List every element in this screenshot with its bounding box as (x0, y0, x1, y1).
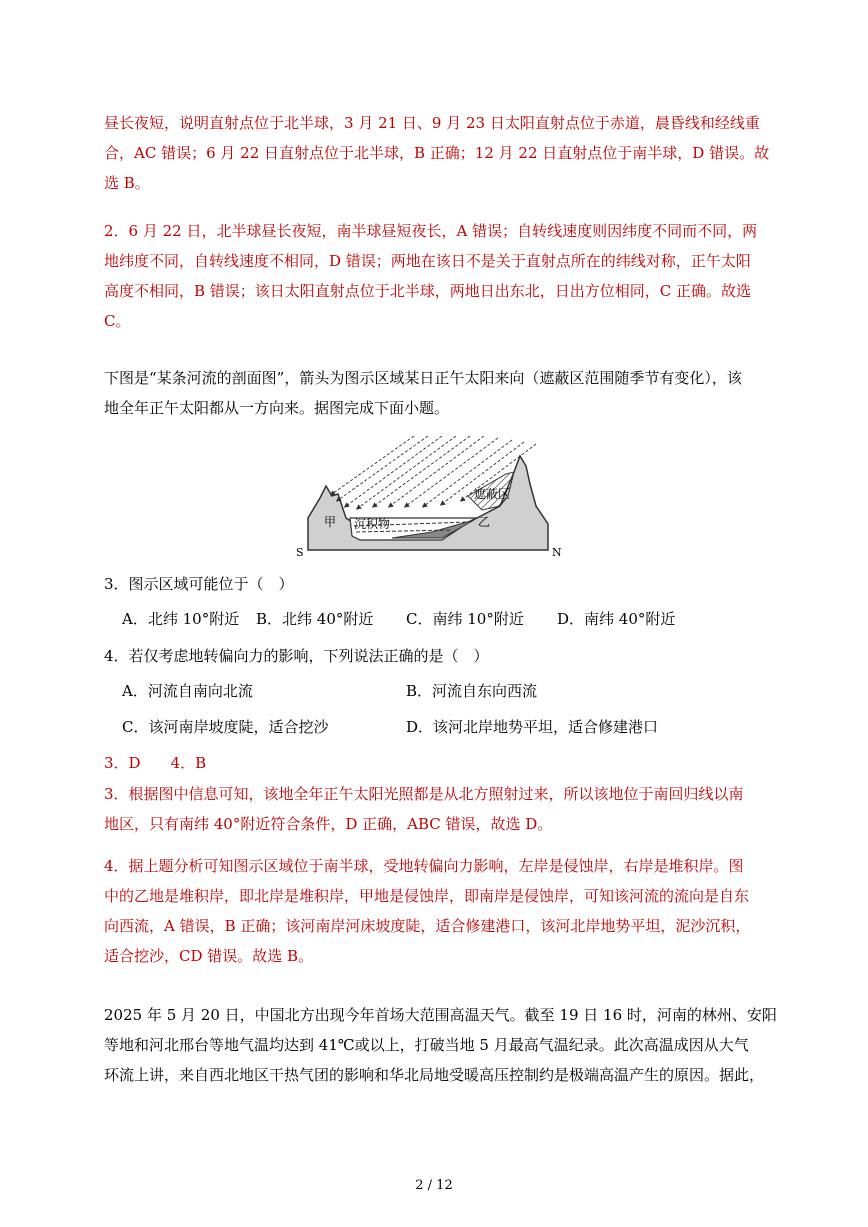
answer-3-explanation (104, 779, 774, 839)
text-line: 2．6 月 22 日，北半球昼长夜短，南半球昼短夜长，A 错误；自转线速度则因纬度不同而不同，两 (104, 222, 758, 240)
passage-text (104, 1000, 777, 1090)
text-line: 适合挖沙，CD 错误。故选 B。 (104, 947, 314, 965)
text-line: 地区，只有南纬 40°附近符合条件，D 正确，ABC 错误，故选 D。 (104, 815, 553, 833)
q4-option-b[interactable]: B．河流自东向西流 (406, 682, 538, 700)
q4-option-c[interactable]: C．该河南岸坡度陡，适合挖沙 (122, 718, 329, 736)
text-line: C。 (104, 312, 131, 330)
answer-4-explanation (104, 851, 774, 971)
text-line: 中的乙地是堆积岸，即北岸是堆积岸，甲地是侵蚀岸，即南岸是侵蚀岸，可知该河流的流向是自东 (104, 887, 750, 905)
q4-option-d[interactable]: D．该河北岸地势平坦，适合修建港口 (406, 718, 659, 736)
q3-option-b[interactable]: B．北纬 40°附近 (256, 610, 374, 628)
label-n: N (552, 546, 562, 559)
page-number: 2 / 12 (415, 1178, 453, 1193)
question-intro (104, 363, 774, 423)
label-s: S (296, 546, 304, 559)
text-line: 高度不相同，B 错误；该日太阳直射点位于北半球，两地日出东北，日出方位相同，C 正确。故选 (104, 282, 752, 300)
label-jia: 甲 (324, 515, 337, 529)
question-3-stem: 3．图示区域可能位于（ ） (104, 575, 294, 593)
q3-option-a[interactable]: A．北纬 10°附近 (122, 610, 240, 628)
text-line: 选 B。 (104, 174, 150, 192)
text-line: 合，AC 错误；6 月 22 日直射点位于北半球，B 正确；12 月 22 日直射点位于南半球，D 错误。故 (104, 144, 770, 162)
text-line: 3．根据图中信息可知，该地全年正午太阳光照都是从北方照射过来，所以该地位于南回归线以南 (104, 785, 744, 803)
q4-option-a[interactable]: A．河流自南向北流 (122, 682, 253, 700)
text-line: 向西流，A 错误，B 正确；该河南岸河床坡度陡，适合修建港口，该河北岸地势平坦，泥沙沉积， (104, 917, 751, 935)
answers-summary: 3．D 4．B (104, 754, 207, 772)
q3-option-c[interactable]: C．南纬 10°附近 (406, 610, 524, 628)
text-line: 4．据上题分析可知图示区域位于南半球，受地转偏向力影响，左岸是侵蚀岸，右岸是堆积岸。图 (104, 857, 744, 875)
text-line: 2025 年 5 月 20 日，中国北方出现今年首场大范围高温天气。截至 19 日 16 时，河南的林州、安阳 (104, 1006, 777, 1024)
q3-option-d[interactable]: D．南纬 40°附近 (557, 610, 676, 628)
river-profile-figure (292, 436, 572, 560)
text-line: 下图是“某条河流的剖面图”，箭头为图示区域某日正午太阳来向（遮蔽区范围随季节有变化），该 (104, 369, 742, 387)
text-line: 昼长夜短，说明直射点位于北半球，3 月 21 日、9 月 23 日太阳直射点位于赤道，晨昏线和经线重 (104, 114, 760, 132)
label-sediment: 沉积物 (354, 517, 391, 531)
answer-1-explanation (104, 108, 774, 198)
label-yi: 乙 (478, 515, 491, 529)
text-line: 等地和河北邢台等地气温均达到 41℃或以上，打破当地 5 月最高气温纪录。此次高温成因从大气 (104, 1036, 749, 1054)
answer-2-explanation (104, 216, 774, 336)
question-4-stem: 4．若仅考虑地转偏向力的影响，下列说法正确的是（ ） (104, 647, 489, 665)
text-line: 地全年正午太阳都从一方向来。据图完成下面小题。 (104, 399, 450, 417)
text-line: 地纬度不同，自转线速度不相同，D 错误；两地在该日不是关于直射点所在的纬线对称，正午太阳 (104, 252, 751, 270)
label-shadow: 遮蔽区 (474, 487, 511, 501)
text-line: 环流上讲，来自西北地区干热气团的影响和华北局地受暖高压控制约是极端高温产生的原因。据此， (104, 1066, 765, 1084)
